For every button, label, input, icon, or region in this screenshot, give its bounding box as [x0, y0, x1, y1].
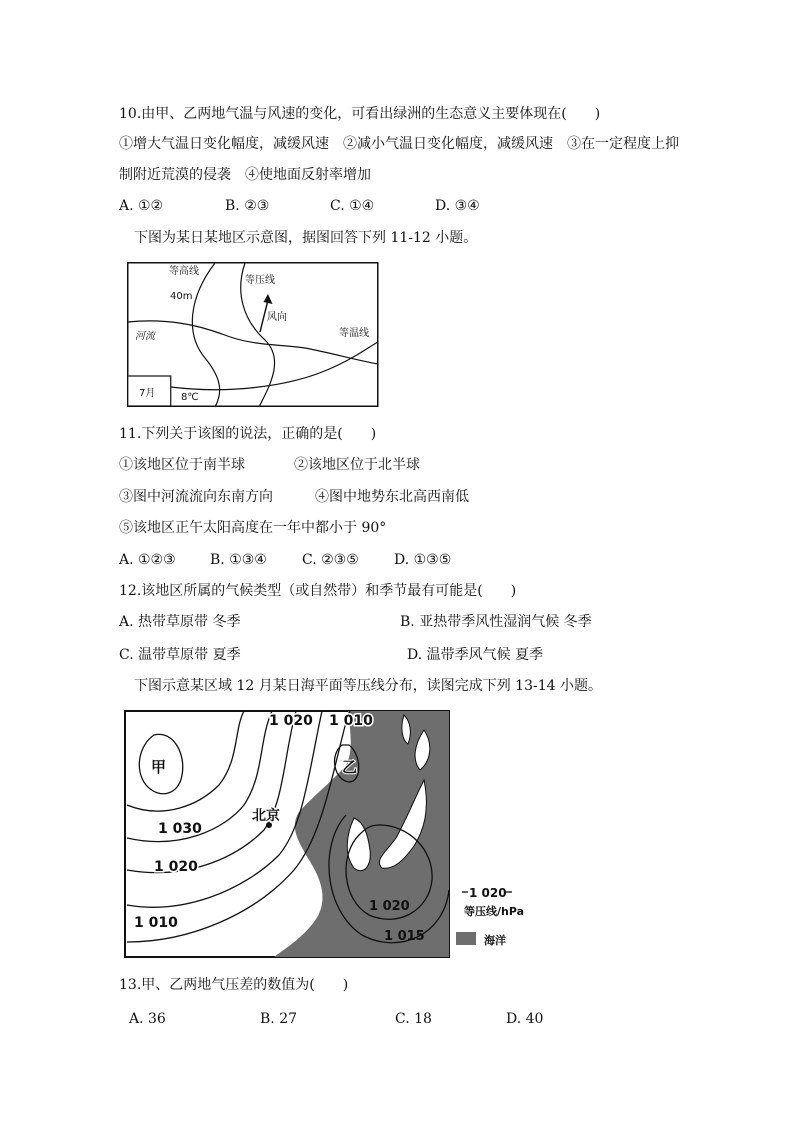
map2-label-1020-sea: 1 020: [369, 899, 410, 914]
q12-option-b: B. 亚热带季风性湿润气候 冬季: [400, 614, 592, 630]
q10-stem: 10.由甲、乙两地气温与风速的变化，可看出绿洲的生态意义主要体现在( ): [119, 106, 601, 122]
q12-option-a: A. 热带草原带 冬季: [119, 614, 241, 630]
q11-option-c: C. ②③⑤: [302, 552, 359, 568]
q10-line2: 制附近荒漠的侵袭 ④使地面反射率增加: [119, 167, 371, 183]
map1-label-contour-value: 40m: [170, 291, 193, 302]
q11-option-b: B. ①③④: [210, 552, 267, 568]
map1-label-contour: 等高线: [169, 266, 199, 277]
q11-stem: 11.下列关于该图的说法，正确的是( ): [119, 426, 377, 442]
q11-option-d: D. ①③⑤: [394, 552, 452, 568]
map2-label-beijing: 北京: [252, 808, 280, 824]
intro-13-14: 下图示意某区域 12 月某日海平面等压线分布，读图完成下列 13-14 小题。: [134, 678, 602, 694]
q11-statement-5: ⑤该地区正午太阳高度在一年中都小于 90°: [119, 520, 387, 536]
map2-label-1020-top: 1 020: [269, 713, 313, 729]
map1-figure: [127, 262, 379, 408]
map2-label-yi: 乙: [342, 758, 358, 776]
q13-option-a: A. 36: [129, 1011, 166, 1027]
map2-legend-value: 1 020: [469, 886, 507, 900]
q13-option-c: C. 18: [395, 1011, 432, 1027]
map1-label-isobar: 等压线: [245, 275, 275, 286]
q10-line1: ①增大气温日变化幅度，减缓风速 ②减小气温日变化幅度，减缓风速 ③在一定程度上抑: [119, 136, 679, 152]
map2-label-1010-left: 1 010: [134, 915, 178, 931]
q11-statement-3: ③图中河流流向东南方向: [119, 489, 273, 505]
q13-option-b: B. 27: [260, 1011, 298, 1027]
q11-statement-2: ②该地区位于北半球: [294, 457, 420, 473]
q11-statement-1: ①该地区位于南半球: [119, 457, 245, 473]
map1-label-river: 河流: [135, 331, 155, 342]
q10-option-a: A. ①②: [119, 198, 164, 214]
q12-option-c: C. 温带草原带 夏季: [119, 647, 241, 663]
map2-legend-isobar-label: 等压线/hPa: [464, 905, 525, 918]
map2-figure: [124, 710, 534, 960]
q11-statement-4: ④图中地势东北高西南低: [315, 489, 469, 505]
map1-label-temp: 8℃: [181, 392, 199, 403]
q13-option-d: D. 40: [506, 1011, 544, 1027]
map2-legend-ocean-label: 海洋: [484, 934, 506, 947]
map1-label-wind: 风向: [267, 312, 287, 323]
map2-label-1020-left: 1 020: [154, 859, 198, 875]
q10-option-c: C. ①④: [330, 198, 375, 214]
intro-11-12: 下图为某日某地区示意图，据图回答下列 11-12 小题。: [134, 230, 478, 246]
q12-option-d: D. 温带季风气候 夏季: [407, 647, 544, 663]
q11-option-a: A. ①②③: [119, 552, 176, 568]
map2-label-jia: 甲: [151, 758, 167, 776]
map2-label-1015: 1 015: [384, 929, 425, 944]
map2-legend-ocean-swatch: [456, 932, 476, 945]
map1-label-isotherm: 等温线: [339, 328, 369, 339]
map1-label-month: 7月: [139, 388, 156, 399]
map2-label-1030: 1 030: [158, 821, 202, 837]
map2-label-1010-top: 1 010: [329, 713, 373, 729]
q10-option-d: D. ③④: [435, 198, 480, 214]
q13-stem: 13.甲、乙两地气压差的数值为( ): [119, 977, 349, 993]
q10-option-b: B. ②③: [225, 198, 270, 214]
q12-stem: 12.该地区所属的气候类型（或自然带）和季节最有可能是( ): [119, 583, 517, 599]
